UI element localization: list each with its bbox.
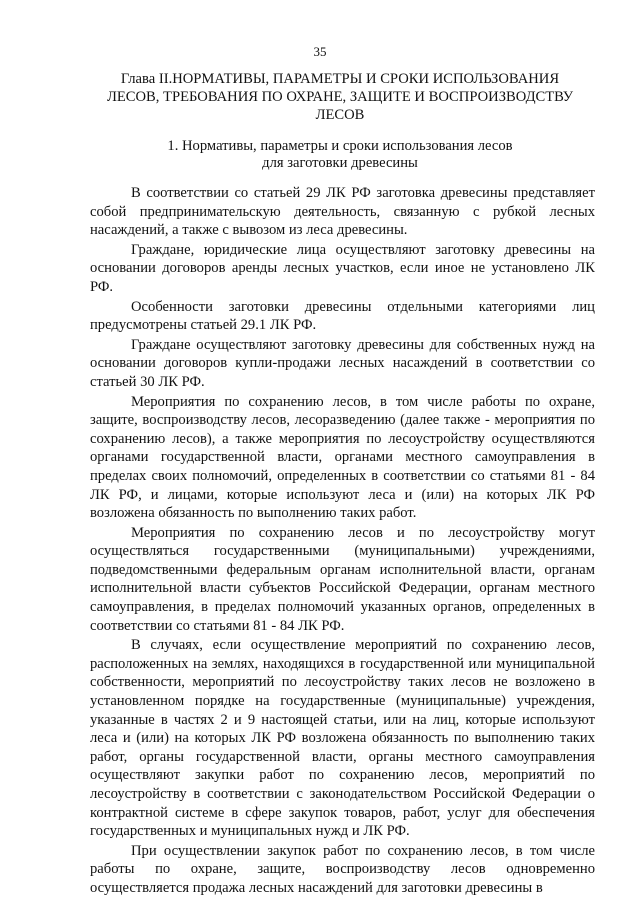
chapter-title-line: ЛЕСОВ, ТРЕБОВАНИЯ ПО ОХРАНЕ, ЗАЩИТЕ И ВОСПРОИЗВОДСТВУ — [106, 89, 574, 105]
paragraph: Граждане, юридические лица осуществляют заготовку древесины на основании договоров аренды лесных участков, если иное не установлено ЛК РФ. — [90, 241, 595, 295]
paragraph: Мероприятия по сохранению лесов и по лесоустройству могут осуществляться государственными (муниципальными) учреждениями, подведомственными федеральным органам исполнительной власти, органам исполнительной власти субъектов Российской Федерации, органам местного самоуправления, в пределах полномочий указанных органов, определенных в соответствии со статьями 81 - 84 ЛК РФ. — [90, 524, 595, 634]
section-title-line: 1. Нормативы, параметры и сроки использования лесов — [167, 138, 513, 154]
page-number: 35 — [313, 44, 327, 59]
paragraph: При осуществлении закупок работ по сохранению лесов, в том числе работы по охране, защите, воспроизводству лесов одновременно осуществляется продажа лесных насаждений для заготовки древесины в — [90, 842, 595, 896]
section-title — [110, 138, 570, 172]
paragraph: Особенности заготовки древесины отдельными категориями лиц предусмотрены статьей 29.1 ЛК РФ. — [90, 298, 595, 334]
body-text — [90, 184, 595, 899]
paragraph: В соответствии со статьей 29 ЛК РФ заготовка древесины представляет собой предпринимательскую деятельность, связанную с рубкой лесных насаждений, а также с вывозом из леса древесины. — [90, 185, 595, 239]
paragraph: Граждане осуществляют заготовку древесины для собственных нужд на основании договоров купли-продажи лесных насаждений в соответствии со статьей 30 ЛК РФ. — [90, 336, 595, 390]
paragraph: Мероприятия по сохранению лесов, в том числе работы по охране, защите, воспроизводству лесов, лесоразведению (далее также - мероприятия по сохранению лесов), а также мероприятия по лесоустройству осуществляются органами государственной власти, органами местного самоуправления в пределах своих полномочий, определенных в соответствии со статьями 81 - 84 ЛК РФ, и лицами, которые используют леса и (или) на которых ЛК РФ возложена обязанность по выполнению таких работ. — [90, 393, 595, 522]
chapter-title — [90, 70, 590, 124]
chapter-title-line: Глава II.НОРМАТИВЫ, ПАРАМЕТРЫ И СРОКИ ИСПОЛЬЗОВАНИЯ — [120, 71, 560, 87]
paragraph: В случаях, если осуществление мероприятий по сохранению лесов, расположенных на землях, находящихся в государственной или муниципальной собственности, мероприятий по лесоустройству таких лесов не возложено в установленном порядке на государственные (муниципальные) учреждения, указанные в частях 2 и 9 настоящей статьи, или на лиц, которые используют леса и (или) на которых ЛК РФ возложена обязанность по выполнению таких работ, органы государственной власти, органы местного самоуправления осуществляют закупки работ по сохранению лесов, мероприятий по лесоустройству в соответствии с законодательством Российской Федерации о контрактной системе в сфере закупок товаров, работ, услуг для обеспечения государственных и муниципальных нужд и ЛК РФ. — [90, 637, 595, 840]
section-title-line: для заготовки древесины — [262, 155, 418, 171]
chapter-title-line: ЛЕСОВ — [315, 107, 365, 123]
